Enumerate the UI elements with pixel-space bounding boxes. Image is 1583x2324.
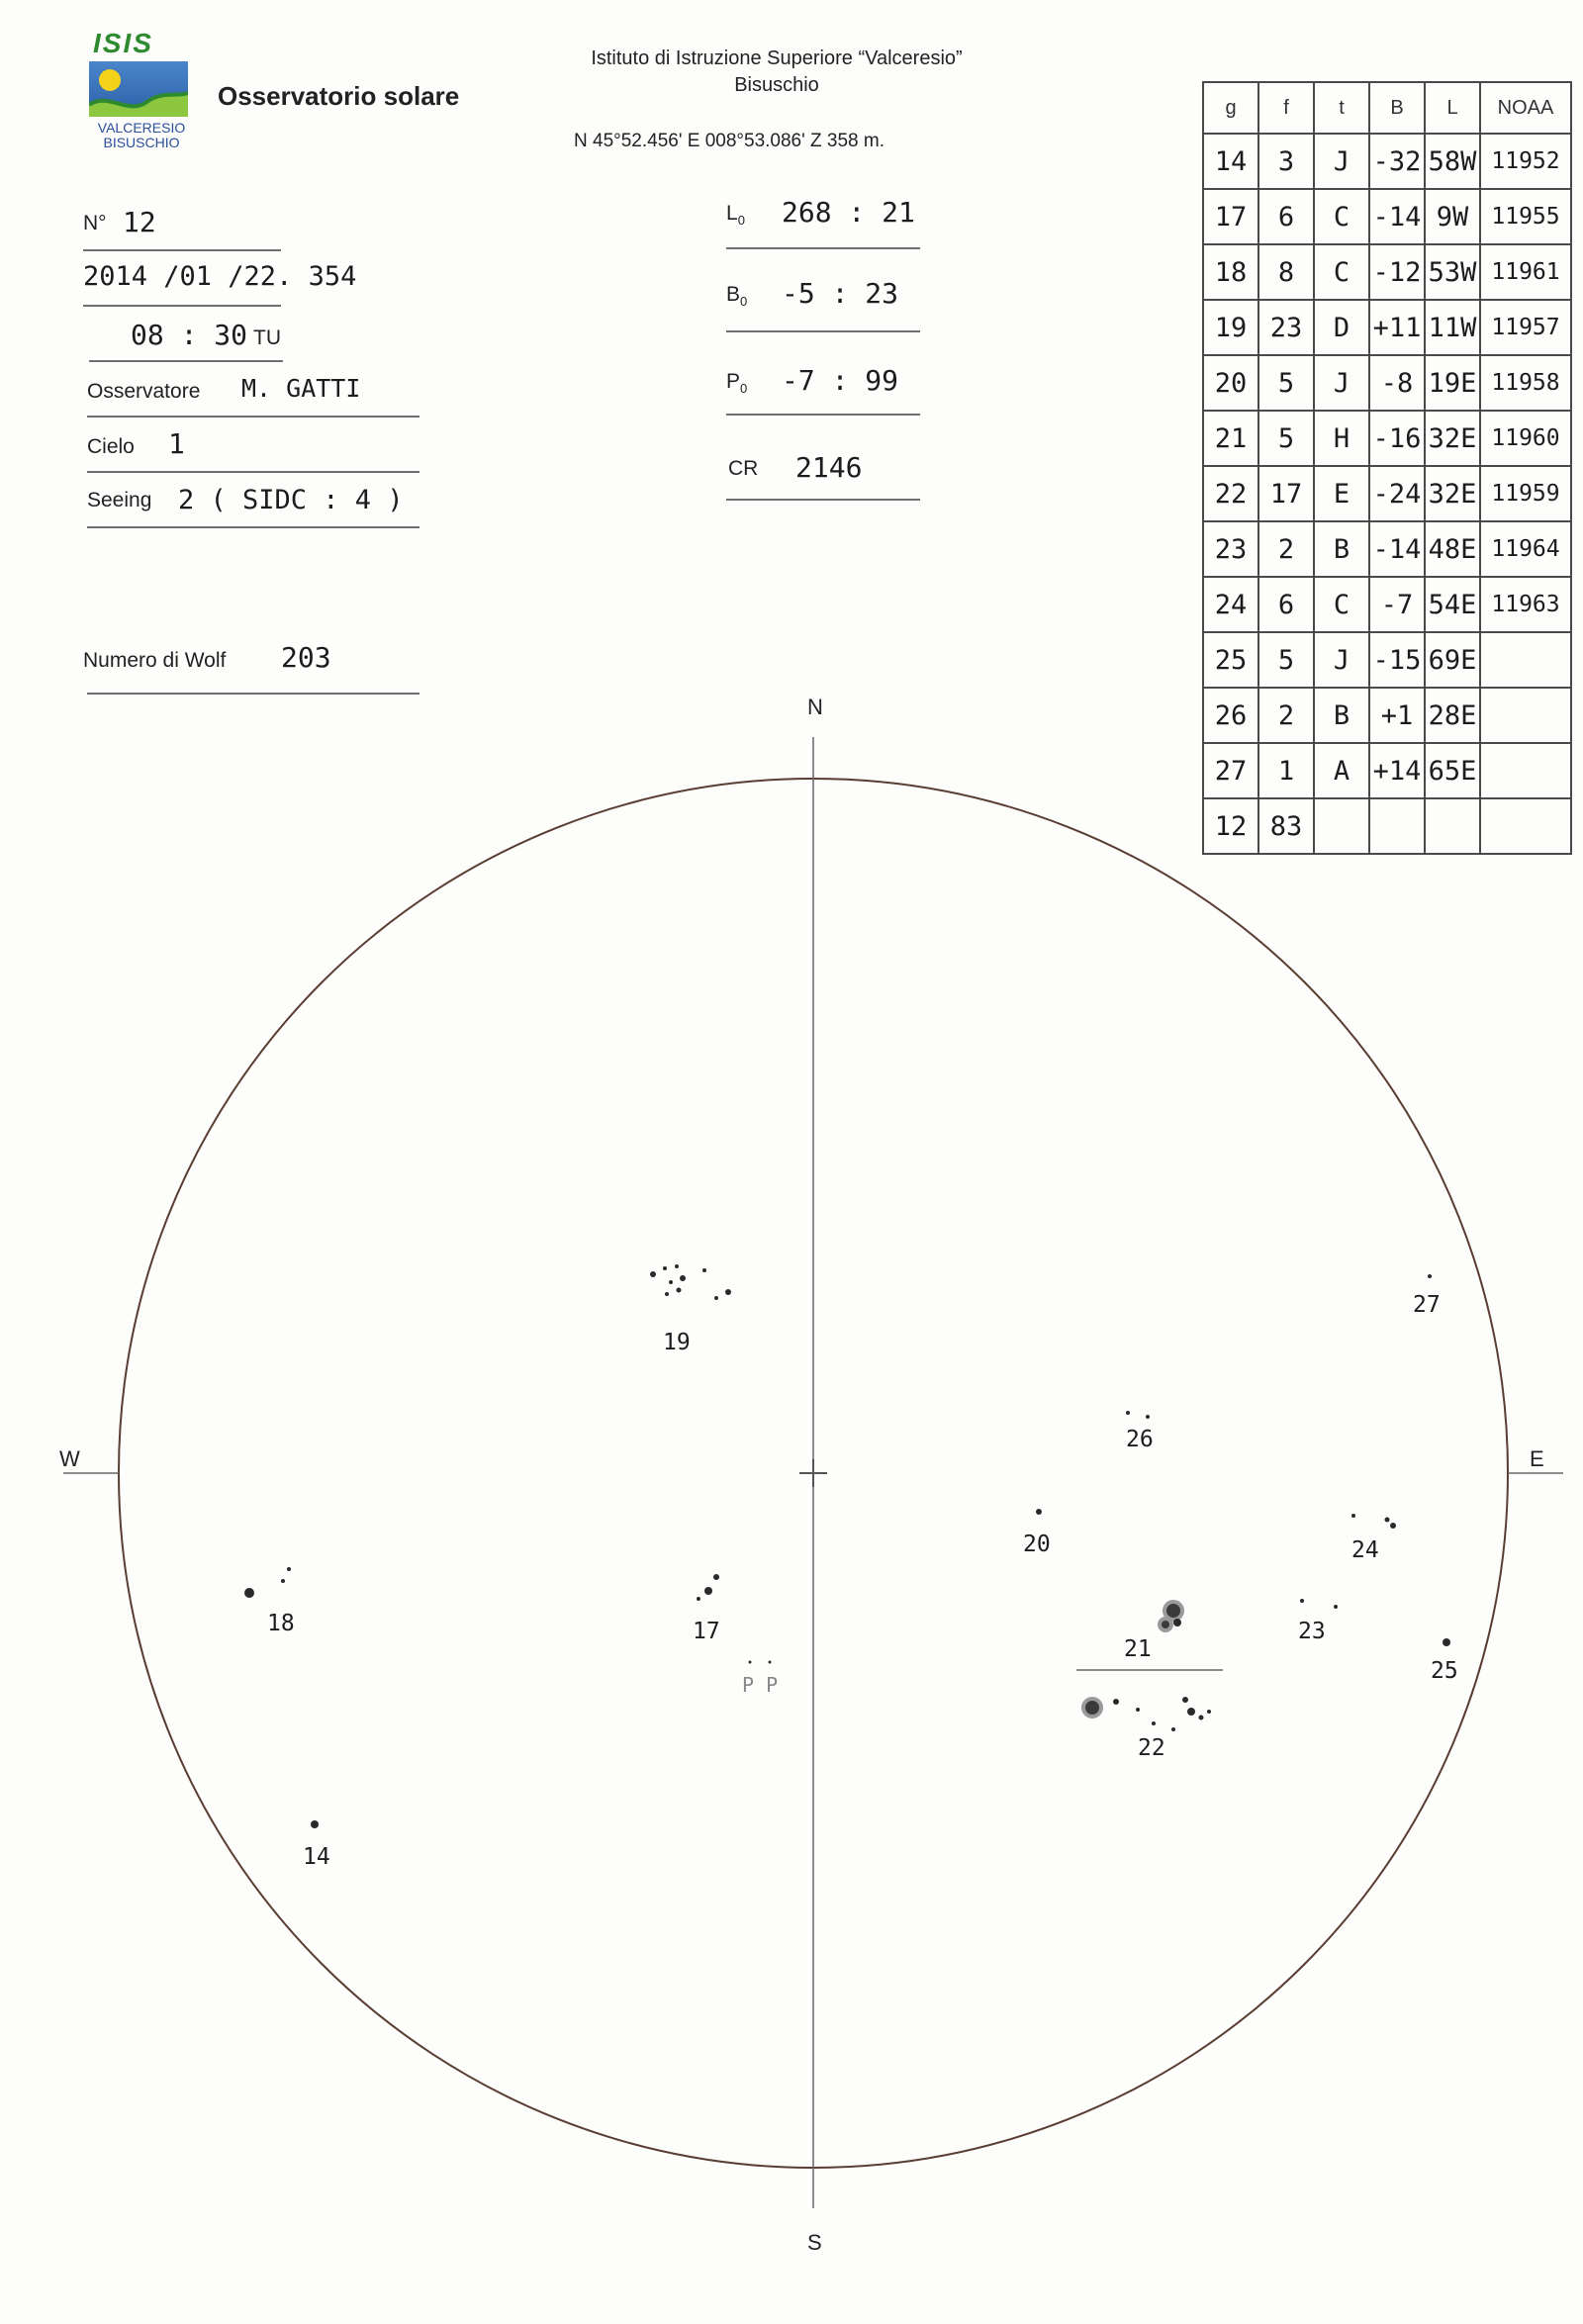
group-label: 24 <box>1351 1537 1379 1563</box>
sunspot <box>244 1588 254 1598</box>
table-cell: 21 <box>1203 411 1258 466</box>
sunspot <box>697 1597 700 1601</box>
CR-value: 2146 <box>795 451 863 484</box>
institute-line2: Bisuschio <box>734 74 819 96</box>
table-cell: -16 <box>1369 411 1425 466</box>
table-cell: C <box>1314 244 1369 300</box>
table-cell: 53W <box>1425 244 1480 300</box>
site-coordinates: N 45°52.456' E 008°53.086' Z 358 m. <box>574 131 885 151</box>
sunspot <box>769 1661 772 1664</box>
table-cell: 12 <box>1203 798 1258 854</box>
wolf-value: 203 <box>281 641 331 674</box>
table-cell: 11952 <box>1480 134 1571 189</box>
table-header-cell: t <box>1314 82 1369 134</box>
sunspot <box>1113 1699 1119 1705</box>
pore-label: P P <box>742 1673 779 1697</box>
date-value: 2014 /01 /22. 354 <box>83 261 357 292</box>
table-cell: 9W <box>1425 189 1480 244</box>
table-cell: 19 <box>1203 300 1258 355</box>
group-label: 23 <box>1298 1619 1326 1644</box>
sunspot <box>665 1292 669 1296</box>
sky-label: Cielo <box>87 435 135 458</box>
table-cell: B <box>1314 688 1369 743</box>
table-cell: -15 <box>1369 632 1425 688</box>
table-cell: C <box>1314 189 1369 244</box>
table-cell: 17 <box>1258 466 1314 521</box>
group-label: 14 <box>303 1844 330 1870</box>
table-cell: 11961 <box>1480 244 1571 300</box>
table-cell: B <box>1314 521 1369 577</box>
table-cell: -12 <box>1369 244 1425 300</box>
sunspot <box>281 1579 285 1583</box>
table-cell: +11 <box>1369 300 1425 355</box>
sunspot <box>680 1275 686 1281</box>
table-cell: 5 <box>1258 411 1314 466</box>
sunspot <box>1334 1605 1338 1609</box>
table-cell: 20 <box>1203 355 1258 411</box>
table-cell: 23 <box>1203 521 1258 577</box>
table-cell: -24 <box>1369 466 1425 521</box>
table-cell: 48E <box>1425 521 1480 577</box>
table-cell: 19E <box>1425 355 1480 411</box>
sunspot <box>669 1280 673 1284</box>
table-cell: 25 <box>1203 632 1258 688</box>
table-cell: 11960 <box>1480 411 1571 466</box>
table-cell: -14 <box>1369 521 1425 577</box>
L0-value: 268 : 21 <box>782 196 915 229</box>
table-cell: 22 <box>1203 466 1258 521</box>
sunspot <box>1146 1415 1150 1419</box>
table-cell: +14 <box>1369 743 1425 798</box>
table-header-cell: B <box>1369 82 1425 134</box>
sky-value: 1 <box>168 427 185 460</box>
sunspot <box>713 1574 719 1580</box>
P0-value: -7 : 99 <box>782 364 899 397</box>
sunspot <box>311 1820 319 1828</box>
table-cell: J <box>1314 632 1369 688</box>
observer-value: M. GATTI <box>241 374 361 403</box>
sunspot <box>663 1266 667 1270</box>
logo-caption-line1: VALCERESIO <box>97 120 186 136</box>
P0-letter: P <box>726 370 741 393</box>
sunspot <box>704 1587 712 1595</box>
table-header-cell: NOAA <box>1480 82 1571 134</box>
table-cell: 27 <box>1203 743 1258 798</box>
sunspot <box>1083 1699 1101 1717</box>
B0-sub: 0 <box>740 294 748 310</box>
table-cell: 11W <box>1425 300 1480 355</box>
table-cell: 69E <box>1425 632 1480 688</box>
west-label: W <box>59 1446 80 1471</box>
table-cell: 32E <box>1425 466 1480 521</box>
sunspot <box>1207 1710 1211 1714</box>
sunspot-marks <box>244 1264 1450 1828</box>
table-cell: E <box>1314 466 1369 521</box>
group-label: 21 <box>1124 1636 1152 1662</box>
table-header-cell: f <box>1258 82 1314 134</box>
table-cell: J <box>1314 134 1369 189</box>
south-label: S <box>807 2230 822 2255</box>
table-cell: 8 <box>1258 244 1314 300</box>
table-cell: 54E <box>1425 577 1480 632</box>
sunspot <box>650 1271 656 1277</box>
time-unit: TU <box>253 326 281 349</box>
sunspot <box>725 1289 731 1295</box>
B0-letter: B <box>726 283 741 306</box>
sunspot <box>1199 1716 1204 1720</box>
seeing-label: Seeing <box>87 489 152 511</box>
wolf-label: Numero di Wolf <box>83 649 227 672</box>
table-cell: 14 <box>1203 134 1258 189</box>
observatory-title: Osservatorio solare <box>218 81 460 111</box>
sunspot <box>702 1268 706 1272</box>
sunspot <box>714 1296 718 1300</box>
CR-label: CR <box>728 457 759 480</box>
table-cell: 58W <box>1425 134 1480 189</box>
sunspot <box>677 1288 682 1293</box>
logo-caption-line2: BISUSCHIO <box>103 135 180 150</box>
sunspot <box>675 1264 679 1268</box>
east-label: E <box>1530 1446 1544 1471</box>
table-cell: -14 <box>1369 189 1425 244</box>
sunspot <box>1182 1697 1188 1703</box>
table-cell: -8 <box>1369 355 1425 411</box>
sunspot <box>1300 1599 1304 1603</box>
observer-label: Osservatore <box>87 380 201 403</box>
table-header-cell: g <box>1203 82 1258 134</box>
sunspot <box>287 1567 291 1571</box>
table-cell: A <box>1314 743 1369 798</box>
table-cell: 83 <box>1258 798 1314 854</box>
sunspot <box>1126 1411 1130 1415</box>
table-cell: 28E <box>1425 688 1480 743</box>
sunspot <box>1173 1619 1181 1627</box>
table-cell: 5 <box>1258 632 1314 688</box>
sunspot <box>749 1661 752 1664</box>
sunspot <box>1136 1708 1140 1712</box>
time-value: 08 : 30 <box>131 319 248 351</box>
table-cell: C <box>1314 577 1369 632</box>
table-cell: 24 <box>1203 577 1258 632</box>
table-cell: +1 <box>1369 688 1425 743</box>
table-cell: 11957 <box>1480 300 1571 355</box>
table-cell: 2 <box>1258 521 1314 577</box>
table-cell: -32 <box>1369 134 1425 189</box>
sunspot <box>1171 1727 1175 1731</box>
group-label: 19 <box>663 1330 691 1355</box>
sunspot <box>1390 1523 1396 1529</box>
L0-letter: L <box>726 202 738 225</box>
table-cell: 6 <box>1258 189 1314 244</box>
table-cell: D <box>1314 300 1369 355</box>
sunspot <box>1428 1274 1432 1278</box>
north-label: N <box>807 695 823 719</box>
B0-value: -5 : 23 <box>782 277 899 310</box>
table-cell: J <box>1314 355 1369 411</box>
sunspot <box>1385 1518 1390 1523</box>
group-label: 22 <box>1138 1735 1165 1761</box>
table-cell: 26 <box>1203 688 1258 743</box>
sunspot <box>1443 1638 1450 1646</box>
number-label: N° <box>83 212 107 234</box>
table-cell: 18 <box>1203 244 1258 300</box>
sunspot <box>1152 1721 1156 1725</box>
L0-sub: 0 <box>737 213 745 229</box>
group-label: 27 <box>1413 1292 1441 1318</box>
sunspot <box>1160 1619 1171 1630</box>
table-cell: 65E <box>1425 743 1480 798</box>
group-label: 18 <box>267 1611 295 1636</box>
table-cell: 23 <box>1258 300 1314 355</box>
table-cell: H <box>1314 411 1369 466</box>
group-label: 26 <box>1126 1427 1154 1452</box>
sunspot <box>1036 1509 1042 1515</box>
P0-sub: 0 <box>740 381 748 397</box>
sunspot <box>1351 1514 1355 1518</box>
table-header-cell: L <box>1425 82 1480 134</box>
table-cell: 11959 <box>1480 466 1571 521</box>
table-cell: 11955 <box>1480 189 1571 244</box>
table-cell: 11958 <box>1480 355 1571 411</box>
group-label: 25 <box>1431 1658 1458 1684</box>
seeing-value: 2 ( SIDC : 4 ) <box>178 485 404 515</box>
table-cell: 11963 <box>1480 577 1571 632</box>
sunspot <box>1187 1708 1195 1716</box>
table-cell: 3 <box>1258 134 1314 189</box>
number-value: 12 <box>123 206 156 238</box>
group-label: 17 <box>693 1619 720 1644</box>
table-cell: 6 <box>1258 577 1314 632</box>
table-cell: 1 <box>1258 743 1314 798</box>
table-cell: 32E <box>1425 411 1480 466</box>
table-cell: 5 <box>1258 355 1314 411</box>
logo-wordmark: ISIS <box>93 28 153 58</box>
institute-line1: Istituto di Istruzione Superiore “Valceresio” <box>591 47 963 69</box>
table-cell: -7 <box>1369 577 1425 632</box>
group-labels <box>267 1292 1458 1870</box>
table-cell: 17 <box>1203 189 1258 244</box>
table-cell: 11964 <box>1480 521 1571 577</box>
group-label: 20 <box>1023 1532 1051 1557</box>
table-cell: 2 <box>1258 688 1314 743</box>
